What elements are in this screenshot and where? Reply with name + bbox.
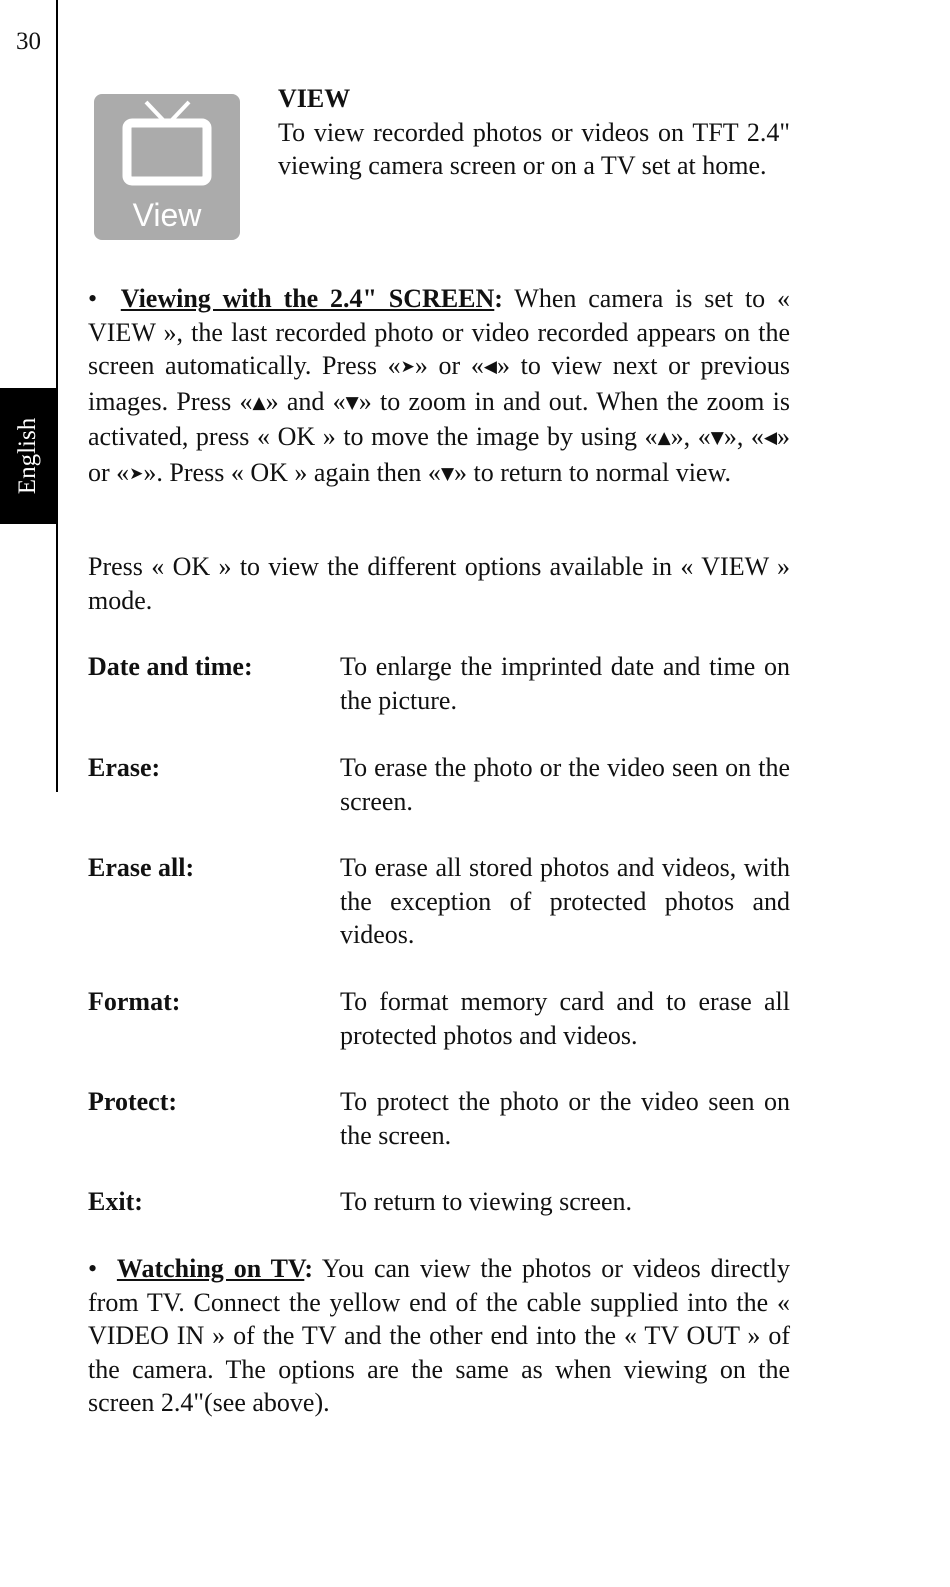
option-desc-protect: To protect the photo or the video seen on the screen.: [340, 1087, 790, 1150]
paragraph-text: ». Press « OK » again then «: [143, 457, 441, 487]
heading-colon: :: [304, 1254, 313, 1283]
tv-viewing-heading: Watching on TV: [116, 1254, 305, 1283]
option-term-format: Format:: [88, 987, 181, 1016]
option-desc-erase: To erase the photo or the video seen on the screen.: [340, 753, 790, 816]
paragraph-text: You can view the photos or videos directly from TV. Connect the yellow end of the cable supplied into the « VIDEO IN » of the TV and the other end into the « TV OUT » of the camera. The options are the same as when viewing on the screen 2.4"(see above).: [88, 1254, 790, 1417]
screen-viewing-paragraph: [88, 282, 790, 491]
paragraph-text: », «: [670, 422, 711, 451]
paragraph-text: » or «: [88, 422, 791, 487]
option-term-erase: Erase:: [88, 753, 161, 782]
option-desc-date-time: To enlarge the imprinted date and time on the picture.: [340, 652, 790, 715]
section-title: VIEW: [278, 84, 351, 113]
arrow-right-icon: ➤: [400, 357, 415, 377]
arrow-down-icon: ▼: [440, 463, 455, 484]
intro-block: [278, 82, 790, 183]
paragraph-text: » or «: [414, 351, 484, 380]
option-desc-format: To format memory card and to erase all protected photos and videos.: [340, 987, 790, 1050]
paragraph-text: » and «: [265, 386, 346, 416]
option-term-exit: Exit:: [88, 1187, 143, 1216]
arrow-down-icon: ▼: [710, 428, 724, 448]
paragraph-text: When camera is set to « VIEW », the last recorded photo or video recorded appears on the screen automatically. Press «: [88, 284, 790, 380]
option-term-date-time: Date and time:: [88, 652, 253, 681]
paragraph-text: » to view next or previous images. Press «: [88, 351, 790, 416]
paragraph-text: » to return to normal view.: [454, 457, 732, 487]
options-intro: Press « OK » to view the different options available in « VIEW » mode.: [88, 552, 790, 615]
option-desc-erase-all: To erase all stored photos and videos, with the exception of protected photos and videos.: [340, 853, 790, 949]
option-term-erase-all: Erase all:: [88, 853, 195, 882]
screen-viewing-heading: Viewing with the 2.4" SCREEN: [120, 284, 495, 313]
margin-rule: [56, 0, 58, 792]
arrow-right-icon: ➤: [129, 463, 144, 484]
tv-icon: [94, 94, 240, 240]
intro-text: To view recorded photos or videos on TFT 2.4" viewing camera screen or on a TV set at home.: [278, 117, 790, 180]
view-icon-label: View: [132, 197, 202, 233]
arrow-up-icon: ▲: [657, 428, 671, 448]
arrow-down-icon: ▼: [345, 392, 359, 413]
page-number: 30: [16, 28, 41, 55]
heading-colon: :: [494, 284, 503, 313]
paragraph-text: » to zoom in and out. When the zoom is activated, press « OK » to move the image by using «: [88, 386, 790, 451]
paragraph-text: », «: [723, 422, 764, 451]
language-tab-label: English: [14, 417, 41, 495]
language-tab: [0, 388, 56, 524]
bullet: •: [88, 284, 98, 313]
tv-viewing-paragraph: [88, 1252, 790, 1420]
bullet: •: [88, 1254, 98, 1283]
arrow-left-icon: ◀: [483, 357, 497, 377]
arrow-left-icon: ◀: [763, 428, 778, 448]
arrow-up-icon: ▲: [252, 392, 266, 413]
option-desc-exit: To return to viewing screen.: [340, 1187, 633, 1216]
option-term-protect: Protect:: [88, 1087, 178, 1116]
